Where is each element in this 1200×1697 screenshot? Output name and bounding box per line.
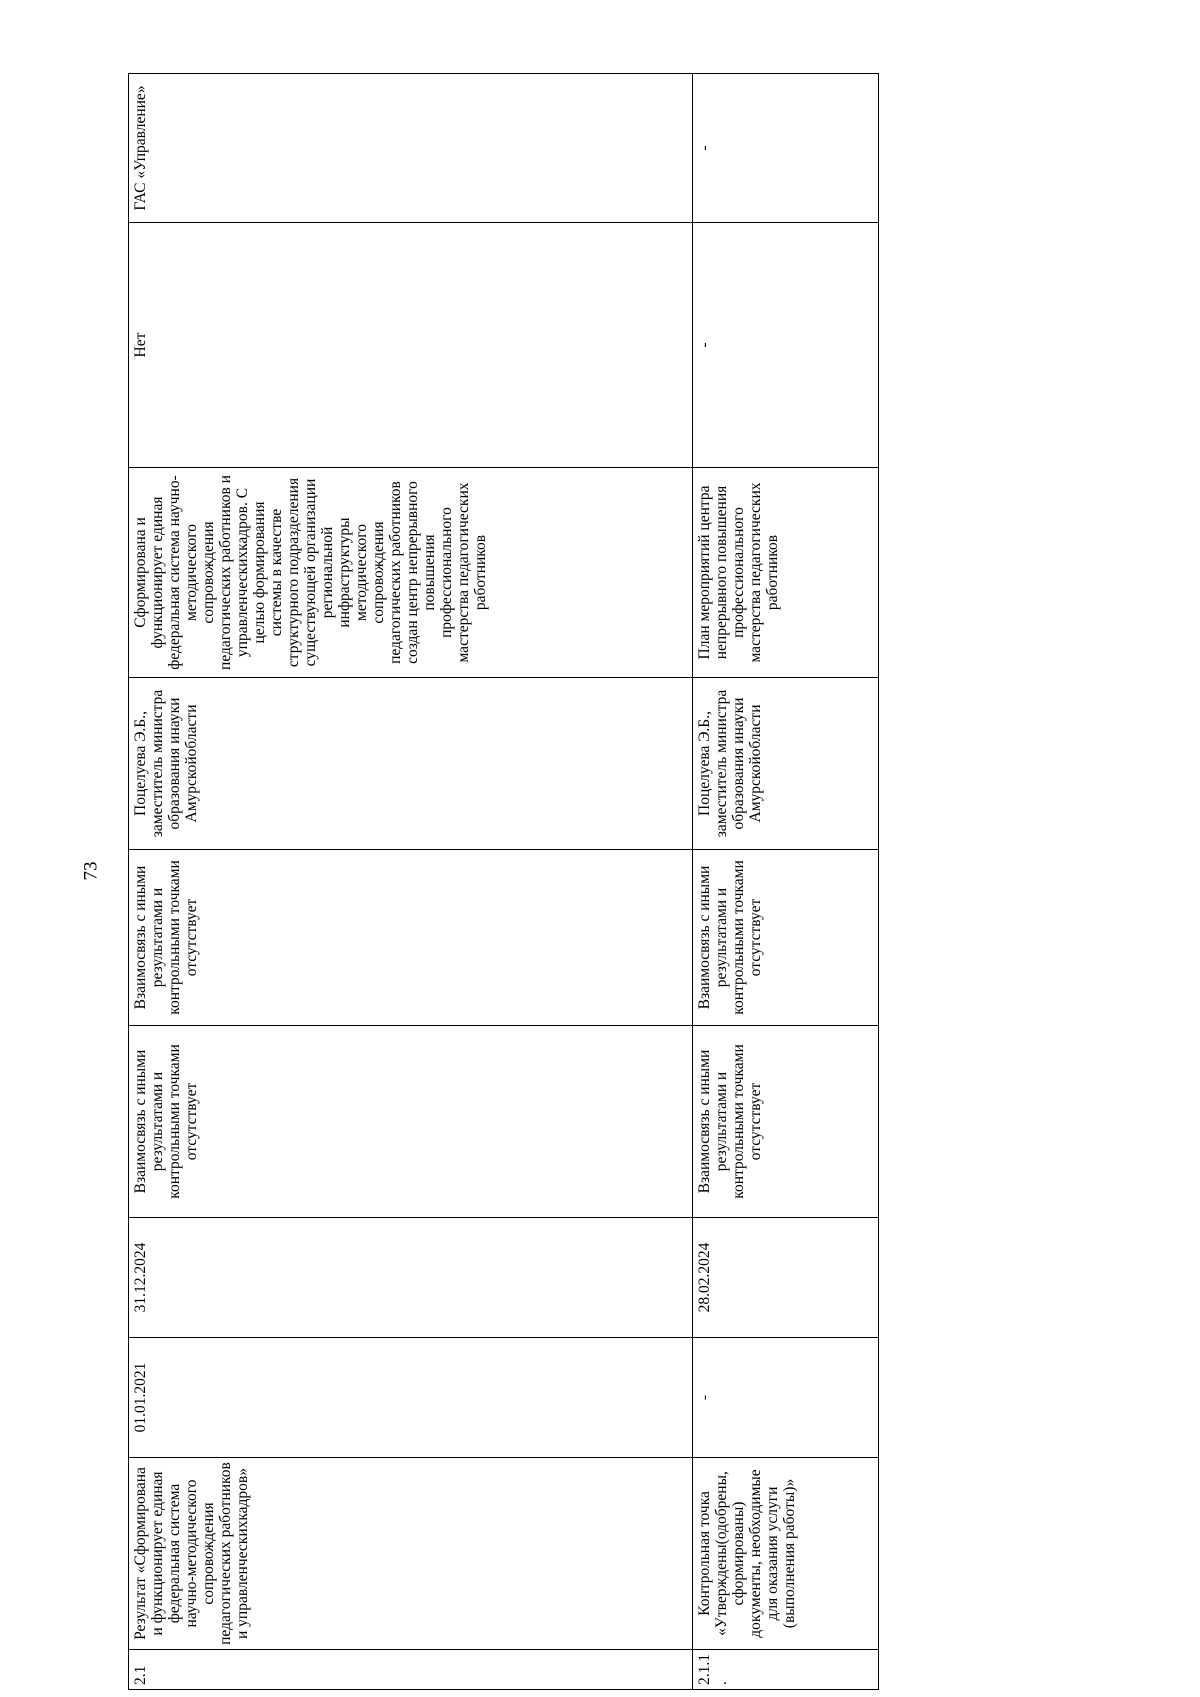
responsible-person: Поцелуева Э.Б., заместитель министра образования инауки Амурскойобласти xyxy=(693,678,879,850)
result-document: План мероприятий центра непрерывного повышения профессионального мастерства педагогических работников xyxy=(693,468,879,678)
predecessor-link: Взаимосвязь с иными результатами и контрольными точками отсутствует xyxy=(129,1026,693,1218)
row-number: 2.1 xyxy=(129,1650,693,1690)
rotated-table-container xyxy=(128,74,878,1690)
row-number: 2.1.1. xyxy=(693,1650,879,1690)
plan-table xyxy=(128,73,879,1690)
table-row xyxy=(693,74,879,1690)
result-document: Сформирована и функционирует единая федеральная система научно-методического сопровождения педагогических работников и управленческихкадров. С целью формирования системы в качестве структурного подразделения существующей организации региональной инфраструктуры методического сопровождения педагогических работников создан центр непрерывного повышения профессионального мастерства педагогических работников xyxy=(129,468,693,678)
end-date: 31.12.2024 xyxy=(129,1218,693,1338)
successor-link: Взаимосвязь с иными результатами и контрольными точками отсутствует xyxy=(129,850,693,1026)
result-name: Контрольная точка «Утверждены(одобрены, сформированы) документы, необходимые для оказания услуги (выполнения работы)» xyxy=(693,1458,879,1650)
predecessor-link: Взаимосвязь с иными результатами и контрольными точками отсутствует xyxy=(693,1026,879,1218)
result-name: Результат «Сформирована и функционирует единая федеральная система научно-методического сопровождения педагогических работников и управленческихкадров» xyxy=(129,1458,693,1650)
successor-link: Взаимосвязь с иными результатами и контрольными точками отсутствует xyxy=(693,850,879,1026)
information-system: - xyxy=(693,74,879,223)
end-date: 28.02.2024 xyxy=(693,1218,879,1338)
responsible-person: Поцелуева Э.Б., заместитель министра образования инауки Амурскойобласти xyxy=(129,678,693,850)
page-number: 73 xyxy=(80,861,102,881)
control-level: - xyxy=(693,223,879,468)
start-date: 01.01.2021 xyxy=(129,1338,693,1458)
control-level: Нет xyxy=(129,223,693,468)
information-system: ГАС «Управление» xyxy=(129,74,693,223)
table-row xyxy=(129,74,693,1690)
start-date: - xyxy=(693,1338,879,1458)
